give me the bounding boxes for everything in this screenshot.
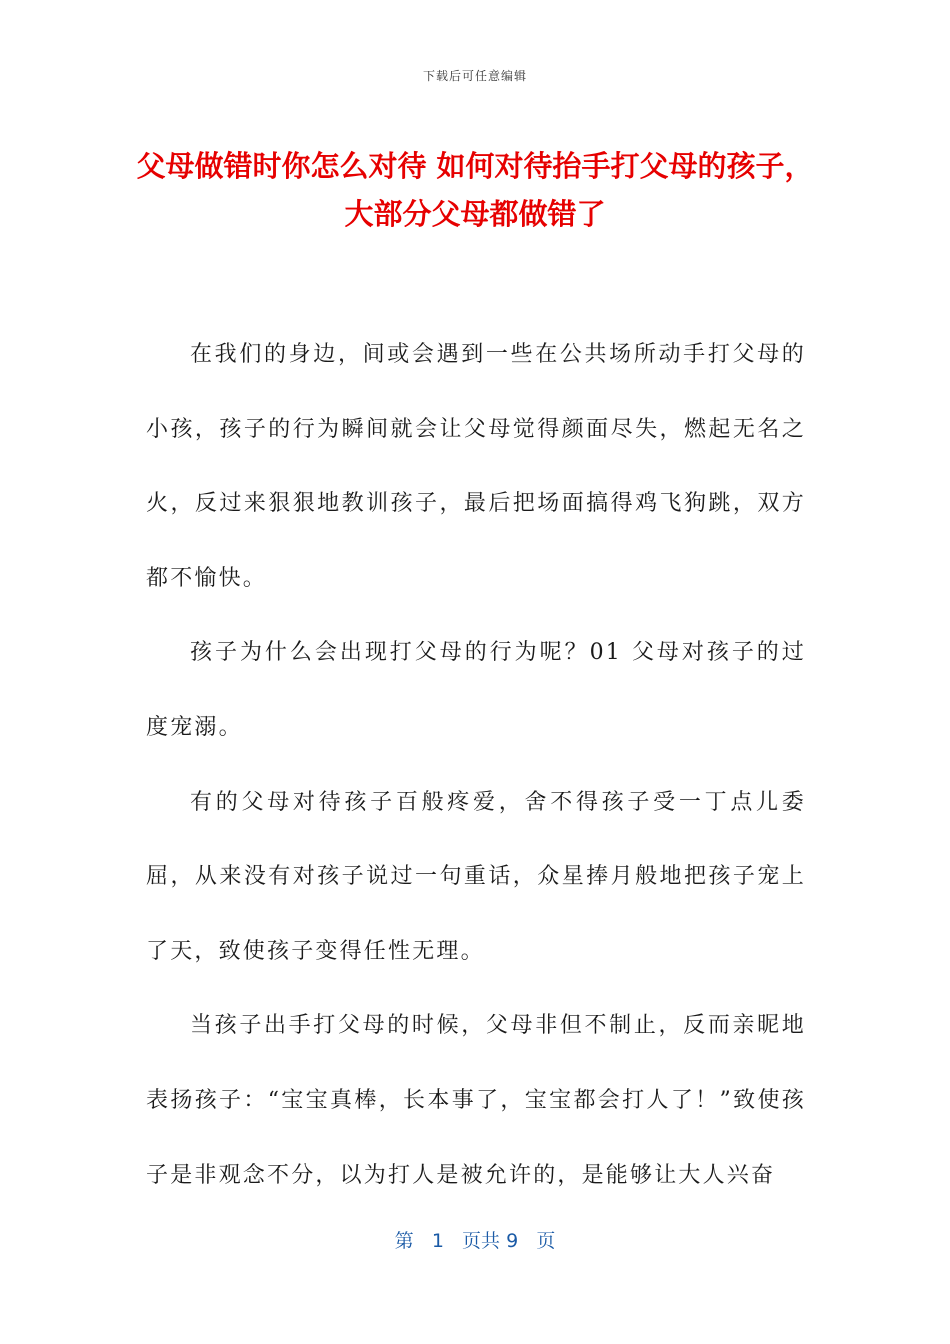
paragraph: 在我们的身边，间或会遇到一些在公共场所动手打父母的小孩，孩子的行为瞬间就会让父母觉得颜面尽失，燃起无名之火，反过来狠狠地教训孩子，最后把场面搞得鸡飞狗跳，双方都不愉快。: [146, 342, 806, 591]
footer-total-pages: 9: [506, 1230, 519, 1252]
paragraph: 孩子为什么会出现打父母的行为呢？01 父母对孩子的过度宠溺。: [146, 640, 806, 740]
footer-current-page: 1: [431, 1230, 444, 1252]
paragraph: 当孩子出手打父母的时候，父母非但不制止，反而亲昵地表扬孩子：“宝宝真棒，长本事了，宝宝都会打人了！”致使孩子是非观念不分，以为打人是被允许的，是能够让大人兴奋: [146, 1013, 806, 1188]
footer-prefix: 第: [394, 1230, 414, 1252]
footer-suffix: 页: [536, 1230, 556, 1252]
document-title: 父母做错时你怎么对待 如何对待抬手打父母的孩子，大部分父母都做错了: [136, 149, 814, 231]
document-body: [146, 318, 806, 1213]
header-note: 下载后可任意编辑: [422, 69, 527, 83]
footer-middle: 页共: [462, 1230, 501, 1252]
page-footer: [0, 1226, 950, 1253]
paragraph: 有的父母对待孩子百般疼爱，舍不得孩子受一丁点儿委屈，从来没有对孩子说过一句重话，众星捧月般地把孩子宠上了天，致使孩子变得任性无理。: [146, 789, 806, 964]
